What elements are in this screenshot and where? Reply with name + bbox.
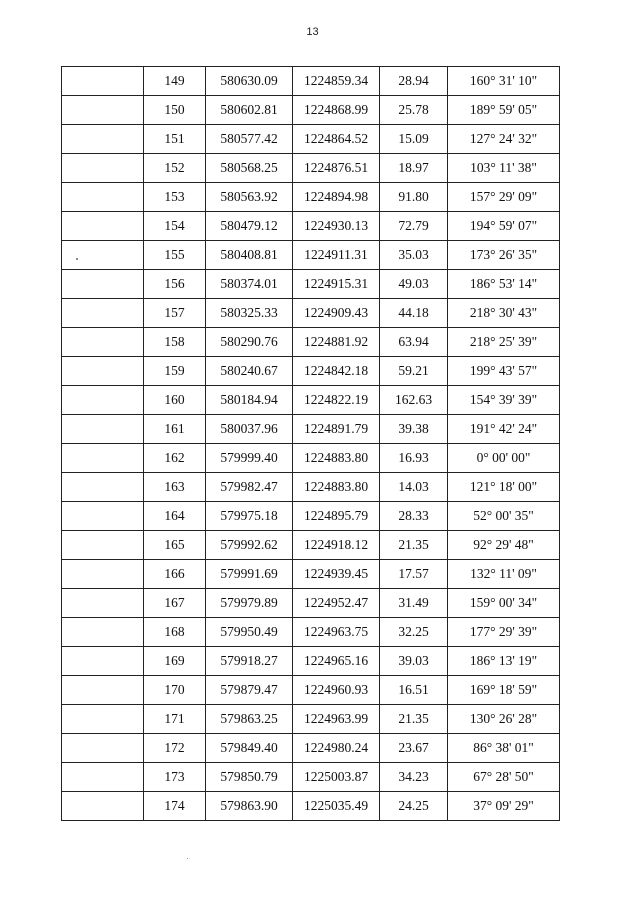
y-coordinate-cell: 1224883.80 xyxy=(293,444,380,473)
segment-length-cell: 44.18 xyxy=(380,299,448,328)
direction-angle-cell: 67° 28' 50" xyxy=(448,763,560,792)
direction-angle-cell: 86° 38' 01" xyxy=(448,734,560,763)
y-coordinate-cell: 1224883.80 xyxy=(293,473,380,502)
table-row xyxy=(62,473,560,502)
blank-cell xyxy=(62,589,144,618)
segment-length-cell: 28.33 xyxy=(380,502,448,531)
blank-cell xyxy=(62,154,144,183)
segment-length-cell: 35.03 xyxy=(380,241,448,270)
point-number-cell: 154 xyxy=(144,212,206,241)
table-row xyxy=(62,270,560,299)
y-coordinate-cell: 1224842.18 xyxy=(293,357,380,386)
table-row xyxy=(62,357,560,386)
segment-length-cell: 39.38 xyxy=(380,415,448,444)
y-coordinate-cell: 1224891.79 xyxy=(293,415,380,444)
y-coordinate-cell: 1224952.47 xyxy=(293,589,380,618)
table-row xyxy=(62,154,560,183)
direction-angle-cell: 199° 43' 57" xyxy=(448,357,560,386)
direction-angle-cell: 173° 26' 35" xyxy=(448,241,560,270)
point-number-cell: 162 xyxy=(144,444,206,473)
segment-length-cell: 21.35 xyxy=(380,705,448,734)
point-number-cell: 171 xyxy=(144,705,206,734)
y-coordinate-cell: 1224918.12 xyxy=(293,531,380,560)
y-coordinate-cell: 1224963.99 xyxy=(293,705,380,734)
y-coordinate-cell: 1224864.52 xyxy=(293,125,380,154)
table-row xyxy=(62,647,560,676)
segment-length-cell: 21.35 xyxy=(380,531,448,560)
segment-length-cell: 162.63 xyxy=(380,386,448,415)
blank-cell xyxy=(62,212,144,241)
point-number-cell: 158 xyxy=(144,328,206,357)
table-row xyxy=(62,560,560,589)
y-coordinate-cell: 1225003.87 xyxy=(293,763,380,792)
y-coordinate-cell: 1224876.51 xyxy=(293,154,380,183)
table-row xyxy=(62,792,560,821)
point-number-cell: 159 xyxy=(144,357,206,386)
x-coordinate-cell: 580602.81 xyxy=(206,96,293,125)
blank-cell xyxy=(62,328,144,357)
point-number-cell: 169 xyxy=(144,647,206,676)
segment-length-cell: 14.03 xyxy=(380,473,448,502)
segment-length-cell: 24.25 xyxy=(380,792,448,821)
direction-angle-cell: 154° 39' 39" xyxy=(448,386,560,415)
table-row xyxy=(62,183,560,212)
table-row xyxy=(62,299,560,328)
x-coordinate-cell: 579992.62 xyxy=(206,531,293,560)
x-coordinate-cell: 580325.33 xyxy=(206,299,293,328)
point-number-cell: 156 xyxy=(144,270,206,299)
segment-length-cell: 31.49 xyxy=(380,589,448,618)
blank-cell xyxy=(62,473,144,502)
table-row xyxy=(62,502,560,531)
direction-angle-cell: 157° 29' 09" xyxy=(448,183,560,212)
blank-cell xyxy=(62,96,144,125)
point-number-cell: 170 xyxy=(144,676,206,705)
x-coordinate-cell: 579863.90 xyxy=(206,792,293,821)
blank-cell xyxy=(62,734,144,763)
blank-cell xyxy=(62,386,144,415)
point-number-cell: 165 xyxy=(144,531,206,560)
table-row xyxy=(62,96,560,125)
table-row xyxy=(62,589,560,618)
blank-cell xyxy=(62,618,144,647)
blank-cell xyxy=(62,241,144,270)
x-coordinate-cell: 580290.76 xyxy=(206,328,293,357)
segment-length-cell: 23.67 xyxy=(380,734,448,763)
direction-angle-cell: 218° 25' 39" xyxy=(448,328,560,357)
x-coordinate-cell: 580037.96 xyxy=(206,415,293,444)
direction-angle-cell: 132° 11' 09" xyxy=(448,560,560,589)
table-row xyxy=(62,328,560,357)
point-number-cell: 153 xyxy=(144,183,206,212)
x-coordinate-cell: 580240.67 xyxy=(206,357,293,386)
blank-cell xyxy=(62,67,144,96)
y-coordinate-cell: 1224963.75 xyxy=(293,618,380,647)
direction-angle-cell: 52° 00' 35" xyxy=(448,502,560,531)
blank-cell xyxy=(62,531,144,560)
segment-length-cell: 91.80 xyxy=(380,183,448,212)
y-coordinate-cell: 1224939.45 xyxy=(293,560,380,589)
segment-length-cell: 59.21 xyxy=(380,357,448,386)
blank-cell xyxy=(62,357,144,386)
point-number-cell: 161 xyxy=(144,415,206,444)
x-coordinate-cell: 579918.27 xyxy=(206,647,293,676)
segment-length-cell: 17.57 xyxy=(380,560,448,589)
blank-cell xyxy=(62,502,144,531)
direction-angle-cell: 194° 59' 07" xyxy=(448,212,560,241)
segment-length-cell: 34.23 xyxy=(380,763,448,792)
x-coordinate-cell: 580374.01 xyxy=(206,270,293,299)
x-coordinate-cell: 579950.49 xyxy=(206,618,293,647)
blank-cell xyxy=(62,676,144,705)
x-coordinate-cell: 579850.79 xyxy=(206,763,293,792)
y-coordinate-cell: 1224868.99 xyxy=(293,96,380,125)
segment-length-cell: 32.25 xyxy=(380,618,448,647)
direction-angle-cell: 127° 24' 32" xyxy=(448,125,560,154)
x-coordinate-cell: 579982.47 xyxy=(206,473,293,502)
table-row xyxy=(62,444,560,473)
blank-cell xyxy=(62,792,144,821)
direction-angle-cell: 130° 26' 28" xyxy=(448,705,560,734)
point-number-cell: 149 xyxy=(144,67,206,96)
direction-angle-cell: 103° 11' 38" xyxy=(448,154,560,183)
table-row xyxy=(62,386,560,415)
y-coordinate-cell: 1225035.49 xyxy=(293,792,380,821)
y-coordinate-cell: 1224909.43 xyxy=(293,299,380,328)
blank-cell xyxy=(62,415,144,444)
point-number-cell: 164 xyxy=(144,502,206,531)
point-number-cell: 152 xyxy=(144,154,206,183)
table-row xyxy=(62,67,560,96)
x-coordinate-cell: 580184.94 xyxy=(206,386,293,415)
x-coordinate-cell: 579991.69 xyxy=(206,560,293,589)
direction-angle-cell: 189° 59' 05" xyxy=(448,96,560,125)
y-coordinate-cell: 1224895.79 xyxy=(293,502,380,531)
point-number-cell: 173 xyxy=(144,763,206,792)
y-coordinate-cell: 1224894.98 xyxy=(293,183,380,212)
y-coordinate-cell: 1224980.24 xyxy=(293,734,380,763)
segment-length-cell: 49.03 xyxy=(380,270,448,299)
blank-cell xyxy=(62,270,144,299)
segment-length-cell: 63.94 xyxy=(380,328,448,357)
y-coordinate-cell: 1224915.31 xyxy=(293,270,380,299)
point-number-cell: 155 xyxy=(144,241,206,270)
table-row xyxy=(62,415,560,444)
y-coordinate-cell: 1224965.16 xyxy=(293,647,380,676)
direction-angle-cell: 159° 00' 34" xyxy=(448,589,560,618)
x-coordinate-cell: 579999.40 xyxy=(206,444,293,473)
x-coordinate-cell: 580568.25 xyxy=(206,154,293,183)
segment-length-cell: 15.09 xyxy=(380,125,448,154)
x-coordinate-cell: 580577.42 xyxy=(206,125,293,154)
blank-cell xyxy=(62,647,144,676)
direction-angle-cell: 186° 13' 19" xyxy=(448,647,560,676)
point-number-cell: 166 xyxy=(144,560,206,589)
x-coordinate-cell: 580563.92 xyxy=(206,183,293,212)
segment-length-cell: 39.03 xyxy=(380,647,448,676)
table-row xyxy=(62,531,560,560)
y-coordinate-cell: 1224822.19 xyxy=(293,386,380,415)
y-coordinate-cell: 1224930.13 xyxy=(293,212,380,241)
segment-length-cell: 28.94 xyxy=(380,67,448,96)
x-coordinate-cell: 579849.40 xyxy=(206,734,293,763)
direction-angle-cell: 121° 18' 00" xyxy=(448,473,560,502)
scan-speck xyxy=(187,858,188,859)
blank-cell xyxy=(62,560,144,589)
direction-angle-cell: 92° 29' 48" xyxy=(448,531,560,560)
segment-length-cell: 16.93 xyxy=(380,444,448,473)
x-coordinate-cell: 580479.12 xyxy=(206,212,293,241)
direction-angle-cell: 169° 18' 59" xyxy=(448,676,560,705)
blank-cell xyxy=(62,299,144,328)
point-number-cell: 174 xyxy=(144,792,206,821)
x-coordinate-cell: 580630.09 xyxy=(206,67,293,96)
table-row xyxy=(62,212,560,241)
coordinates-table xyxy=(61,66,560,821)
x-coordinate-cell: 579879.47 xyxy=(206,676,293,705)
direction-angle-cell: 191° 42' 24" xyxy=(448,415,560,444)
x-coordinate-cell: 579979.89 xyxy=(206,589,293,618)
point-number-cell: 151 xyxy=(144,125,206,154)
direction-angle-cell: 37° 09' 29" xyxy=(448,792,560,821)
blank-cell xyxy=(62,125,144,154)
x-coordinate-cell: 579975.18 xyxy=(206,502,293,531)
segment-length-cell: 25.78 xyxy=(380,96,448,125)
x-coordinate-cell: 580408.81 xyxy=(206,241,293,270)
segment-length-cell: 72.79 xyxy=(380,212,448,241)
blank-cell xyxy=(62,705,144,734)
point-number-cell: 150 xyxy=(144,96,206,125)
point-number-cell: 163 xyxy=(144,473,206,502)
table-row xyxy=(62,618,560,647)
y-coordinate-cell: 1224960.93 xyxy=(293,676,380,705)
blank-cell xyxy=(62,763,144,792)
x-coordinate-cell: 579863.25 xyxy=(206,705,293,734)
y-coordinate-cell: 1224911.31 xyxy=(293,241,380,270)
blank-cell xyxy=(62,444,144,473)
direction-angle-cell: 218° 30' 43" xyxy=(448,299,560,328)
segment-length-cell: 18.97 xyxy=(380,154,448,183)
coordinates-table-body xyxy=(62,67,560,821)
y-coordinate-cell: 1224881.92 xyxy=(293,328,380,357)
direction-angle-cell: 177° 29' 39" xyxy=(448,618,560,647)
direction-angle-cell: 186° 53' 14" xyxy=(448,270,560,299)
y-coordinate-cell: 1224859.34 xyxy=(293,67,380,96)
point-number-cell: 160 xyxy=(144,386,206,415)
table-row xyxy=(62,125,560,154)
point-number-cell: 172 xyxy=(144,734,206,763)
table-row xyxy=(62,734,560,763)
point-number-cell: 168 xyxy=(144,618,206,647)
table-row xyxy=(62,676,560,705)
segment-length-cell: 16.51 xyxy=(380,676,448,705)
blank-cell xyxy=(62,183,144,212)
table-row xyxy=(62,241,560,270)
table-row xyxy=(62,763,560,792)
table-row xyxy=(62,705,560,734)
point-number-cell: 167 xyxy=(144,589,206,618)
direction-angle-cell: 160° 31' 10" xyxy=(448,67,560,96)
direction-angle-cell: 0° 00' 00" xyxy=(448,444,560,473)
page-number: 13 xyxy=(306,26,319,38)
point-number-cell: 157 xyxy=(144,299,206,328)
